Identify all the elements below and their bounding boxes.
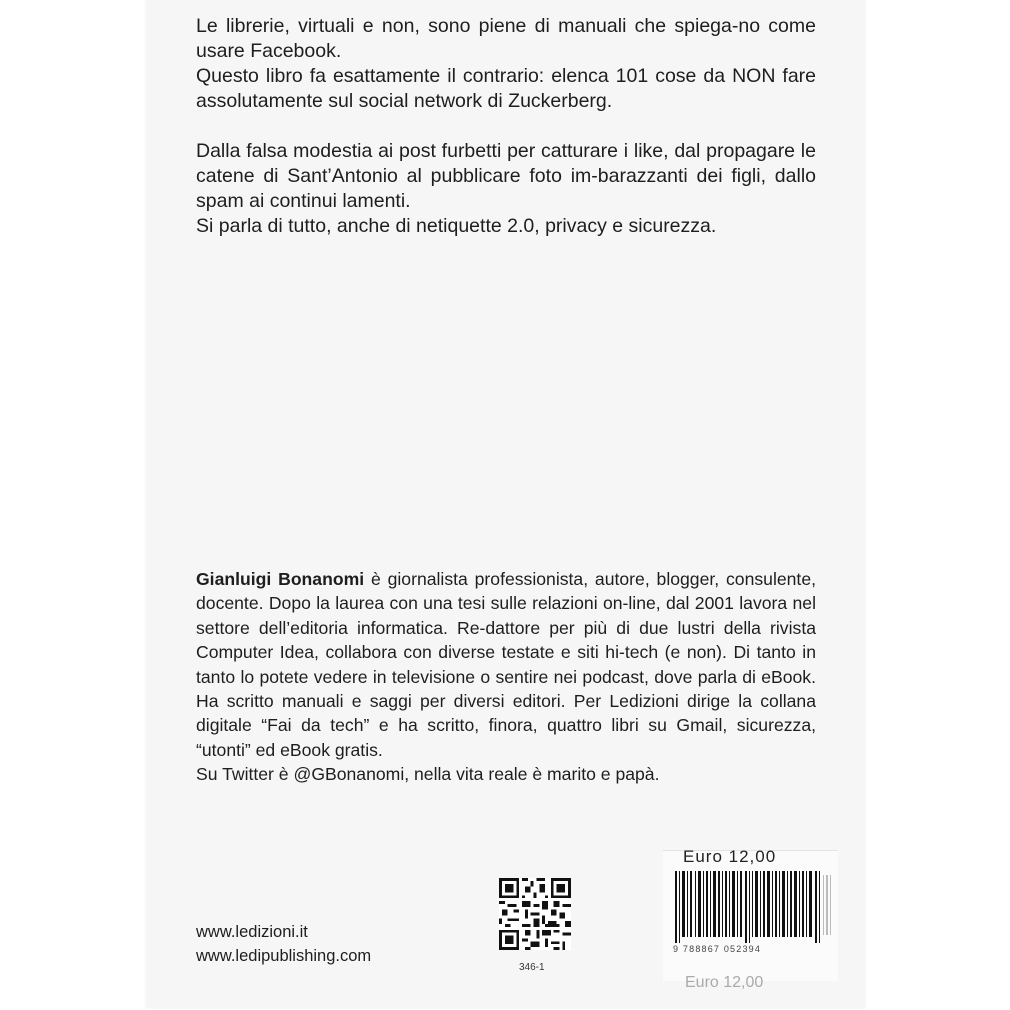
blurb-paragraph-1: Le librerie, virtuali e non, sono piene di manuali che spiega-no come usare Facebook. xyxy=(196,15,816,62)
qr-code-icon[interactable] xyxy=(499,878,571,950)
blurb-paragraph-3: Dalla falsa modestia ai post furbetti per catturare i like, dal propagare le catene di Sant’Antonio al pubblicare foto im-barazzanti dei figli, dallo spam ai continui lamenti. xyxy=(196,140,816,212)
publisher-links xyxy=(196,920,371,968)
bio-twitter: Su Twitter è @GBonanomi, nella vita reale è marito e papà. xyxy=(196,764,660,785)
author-name: Gianluigi Bonanomi xyxy=(196,569,365,589)
blurb-gap xyxy=(196,114,816,139)
book-back-cover xyxy=(146,0,865,1008)
blurb-paragraph-4: Si parla di tutto, anche di netiquette 2.0, privacy e sicurezza. xyxy=(196,215,717,237)
background xyxy=(0,0,146,1010)
price-label-bottom: Euro 12,00 xyxy=(685,974,764,991)
link-ledipublishing[interactable]: www.ledipublishing.com xyxy=(196,947,372,965)
author-bio xyxy=(196,567,816,787)
barcode-icon xyxy=(673,871,833,943)
link-ledizioni[interactable]: www.ledizioni.it xyxy=(196,923,308,941)
isbn-number: 9 788867 052394 xyxy=(673,944,762,954)
blurb-paragraph-2: Questo libro fa esattamente il contrario: elenca 101 cose da NON fare assolutamente sul social network di Zuckerberg. xyxy=(196,65,816,112)
blurb xyxy=(196,14,816,239)
product-code: 346-1 xyxy=(519,962,545,973)
bio-text: è giornalista professionista, autore, blogger, consulente, docente. Dopo la laurea con una tesi sulle relazioni on-line, dal 2001 lavora nel settore dell’editoria informatica. Re-dattore per più di due lustri della rivista Computer Idea, collabora con diverse testate e siti hi-tech (e non). Di tanto in tanto lo potete vedere in televisione o sentire nei podcast, dove parla di eBook. Ha scritto manuali e saggi per diversi editori. Per Ledizioni dirige la collana digitale “Fai da tech” e ha scritto, finora, quattro libri su Gmail, sicurezza, “utonti” ed eBook gratis. xyxy=(196,569,816,760)
price-sticker xyxy=(663,847,838,991)
price-label-top: Euro 12,00 xyxy=(683,847,777,866)
bio-paragraph xyxy=(196,567,816,762)
